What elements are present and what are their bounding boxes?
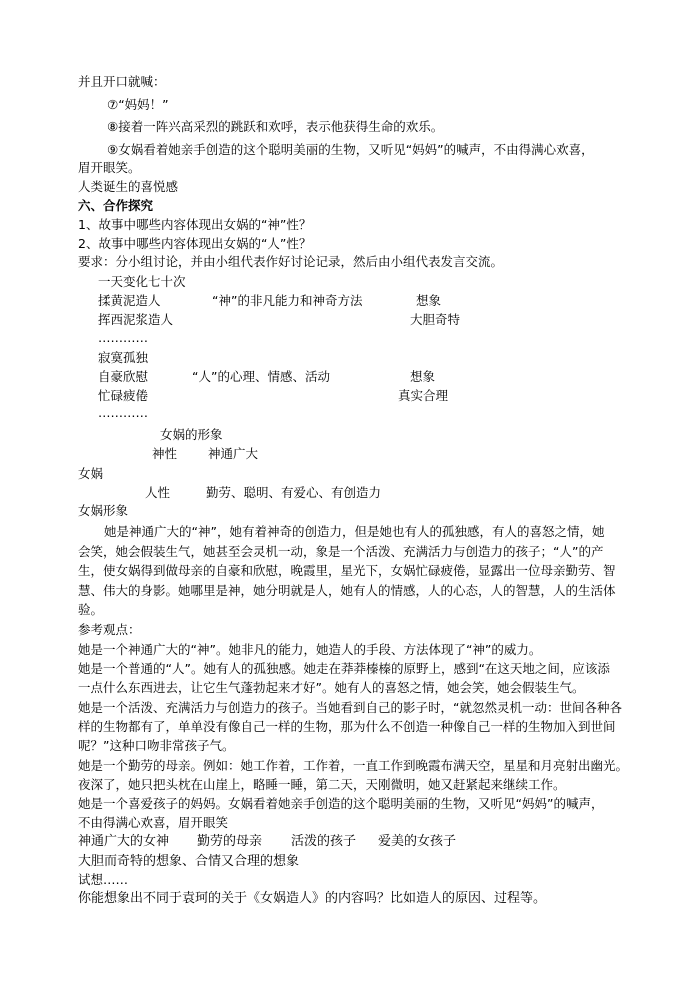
table-cell: “神”的非凡能力和神奇方法 [212, 293, 363, 308]
trait-value: 神通广大 [208, 446, 259, 461]
table-cell: 挥西泥浆造人 [98, 312, 174, 327]
summary-line: 你能想象出不同于袁珂的关于《女娲造人》的内容吗？比如造人的原因、过程等。 [78, 891, 547, 906]
summary-line: 大胆而奇特的想象、合情又合理的想象 [78, 854, 300, 869]
requirement: 要求：分小组讨论，并由小组代表作好讨论记录，然后由小组代表发言交流。 [78, 254, 504, 269]
ref-line: 她是一个喜爱孩子的妈妈。女娲看着她亲手创造的这个聪明美丽的生物，又听见“妈妈”的喊声， [78, 796, 604, 811]
subject-name: 女娲 [78, 466, 104, 481]
paragraph-line: 慧、伟大的身影。她哪里是神，她分明就是人，她有人的情感，人的心态，人的智慧，人的生活体 [78, 583, 616, 598]
trait-label: 神性 [152, 446, 178, 461]
ref-line: 她是一个普通的“人”。她有人的孤独感。她走在莽莽榛榛的原野上，感到“在这天地之间，应该添 [78, 661, 610, 676]
table-cell: “人”的心理、情感、活动 [192, 369, 330, 384]
summary-item: 勤劳的母亲 [197, 834, 263, 849]
ref-line: 夜深了，她只把头枕在山崖上，略睡一睡，第二天，天刚微明，她又赶紧起来继续工作。 [78, 777, 566, 792]
table-cell: 想象 [416, 293, 442, 308]
summary-item: 神通广大的女神 [78, 834, 170, 849]
text-line: ⑦“妈妈！” [107, 97, 169, 112]
table-text: 寂寞孤独 [98, 350, 149, 365]
summary-line: 试想…… [78, 872, 129, 887]
paragraph-line: 验。 [78, 602, 104, 617]
ref-line: 她是一个神通广大的“神”。她非凡的能力，她造人的手段、方法体现了“神”的威力。 [78, 642, 542, 657]
text-line: 并且开口就喊： [78, 74, 166, 89]
table-cell: 想象 [410, 369, 436, 384]
paragraph-line: 会笑，她会假装生气，她甚至会灵机一动，象是一个活泼、充满活力与创造力的孩子；“人”的产 [78, 544, 604, 559]
summary-item: 爱美的女孩子 [378, 834, 457, 849]
table-cell: 自豪欣慰 [98, 369, 149, 384]
trait-label: 人性 [145, 485, 171, 500]
table-cell: 真实合理 [398, 388, 449, 403]
summary-item: 活泼的孩子 [291, 834, 357, 849]
ref-line: 呢？”这种口吻非常孩子气。 [78, 738, 235, 753]
ref-line: 她是一个活泼、充满活力与创造力的孩子。当她看到自己的影子时，“就忽然灵机一动：世间各种各 [78, 700, 622, 715]
question-2: 2、故事中哪些内容体现出女娲的“人”性？ [78, 236, 312, 251]
ref-line: 样的生物都有了，单单没有像自己一样的生物，那为什么不创造一种像自己一样的生物加入到世间 [78, 719, 616, 734]
table-cell: 忙碌疲倦 [98, 388, 149, 403]
table-cell: 揉黄泥造人 [98, 293, 161, 308]
ref-line: 她是一个勤劳的母亲。例如：她工作着，工作着，一直工作到晚霞布满天空，星星和月亮射出幽光。 [78, 758, 629, 773]
question-1: 1、故事中哪些内容体现出女娲的“神”性？ [78, 217, 312, 232]
image-label: 女娲形象 [78, 503, 129, 518]
ref-line: 不由得满心欢喜，眉开眼笑 [78, 815, 229, 830]
table-text: 一天变化七十次 [98, 274, 186, 289]
ellipsis: ………… [98, 405, 148, 420]
ref-title: 参考观点： [78, 622, 141, 637]
ellipsis: ………… [98, 330, 148, 345]
section-heading: 六、合作探究 [78, 198, 154, 213]
text-line: 眉开眼笑。 [78, 160, 141, 175]
text-line: ⑨女娲看着她亲手创造的这个聪明美丽的生物，又听见“妈妈”的喊声，不由得满心欢喜， [107, 142, 594, 157]
image-title: 女娲的形象 [160, 427, 223, 442]
text-line: 人类诞生的喜悦感 [78, 179, 179, 194]
paragraph-line: 生，使女娲得到做母亲的自豪和欣慰，晚霞里，星光下，女娲忙碌疲倦，显露出一位母亲勤劳、智 [78, 563, 616, 578]
paragraph-line: 她是神通广大的“神”，她有着神奇的创造力，但是她也有人的孤独感，有人的喜怒之情，她 [104, 524, 605, 539]
ref-line: 一点什么东西进去，让它生气蓬勃起来才好”。她有人的喜怒之情，她会笑，她会假装生气。 [78, 680, 585, 695]
trait-value: 勤劳、聪明、有爱心、有创造力 [206, 485, 382, 500]
text-line: ⑧接着一阵兴高采烈的跳跃和欢呼，表示他获得生命的欢乐。 [107, 119, 444, 134]
table-cell: 大胆奇特 [410, 312, 461, 327]
